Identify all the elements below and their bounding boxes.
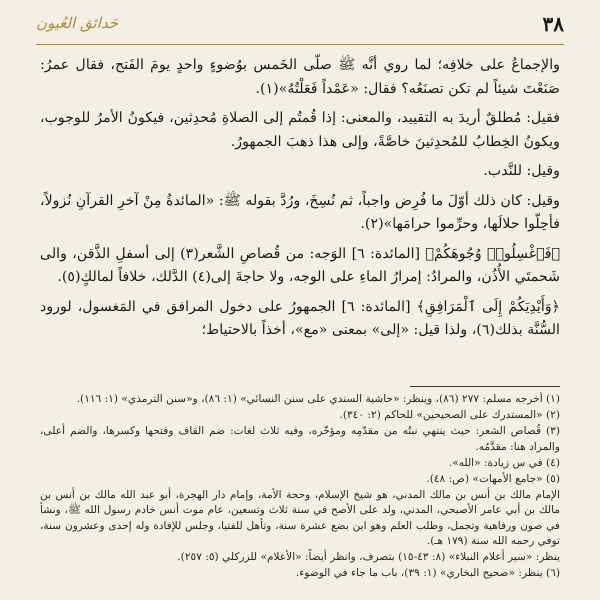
footnote: (٣) قُصاص الشعر: حيث ينتهي نبتُه من مقدّمِه ومؤخّره، وفيه ثلاث لغات: ضم القاف وفتحها وكسرها، والضم أعلى، والمراد هنا: مقدَّمُه. [40, 425, 560, 453]
footnote: (٥) «جامع الأمهات» (ص: ٤٨). [426, 473, 560, 486]
page-number: ٣٨ [542, 12, 564, 36]
main-text [40, 54, 560, 378]
footnotes [40, 392, 560, 597]
footnote: (٢) «المستدرك على الصحيحين» للحاكم (٢: ٣٤٠). [339, 409, 560, 422]
running-title: حَدائق العُيون [36, 14, 119, 32]
footnote: (١) أخرجه مسلم: ٢٧٧ (٨٦)، وينظر: «حاشية السندي على سنن النسائي» (١: ٨٦)، و«سنن الترمذي» (١: ١١٦). [76, 393, 560, 405]
footnote: (٤) في س زيادة: «الله». [448, 456, 560, 469]
page-header [36, 8, 564, 48]
main-paragraph: فقيل: مُطلقٌ أريدَ به التقييد، والمعنى: إذا قُمتُم إلى الصلاةِ مُحدِثين، فيكونُ الأمرُ للوجوب، ويكونُ الخِطابُ للمُحدِثينَ خاصَّةً، وإلى هذا ذهبَ الجمهورُ. [40, 110, 560, 150]
footnote-continuation: ينظر: «سير أعلام النبلاء» (٨: ٤٣-١٥) بتصرف، وانظر أيضاً: «الأعلام» للزركلي (٥: ٢٥٧). [177, 551, 560, 564]
footnote-continuation: الإمام مالك بن أنس بن مالك المدني، هو شيخ الإسلام، وحجة الأمة، وإمام دار الهجرة، أبو عبد الله مالك بن أنس بن مالك بن أبي عامر الأصبحي، المدني، ولد على الأصح في سنة ثلاث وتسعين، عام موت أنس خادم رسول الله ﷺ، ونشأ في صون ورفاهية وتجمل، وطلب العلم وهو ابن بضع عشرة سنة، وتأهل للفتيا، وجلس للإفادة وله إحدى وعشرون سنة، توفي رحمه الله سنة (١٧٩ هـ). [40, 489, 560, 547]
footnote: (٦) ينظر: «صحيح البخاري» (١: ٣٩)، باب ما جاء في الوضوء. [295, 567, 560, 580]
header-divider [36, 44, 564, 45]
main-paragraph: ﴿فَٱغْسِلُوا۟ وُجُوهَكُمْ﴾ [المائدة: ٦] الوَجه: من قُصاصِ الشَّعر(٣) إلى أسفلِ الذَّقن، والى شَحمتَي الأُذُن، والمرادُ: إمرارُ الماءِ على الوجه، ولا حاجةَ إلى(٤) الدَّلك، خلافاً لمالكٍ(٥). [40, 245, 560, 285]
main-paragraph: وقيل: كان ذلك أوّلَ ما فُرِض واجباً، ثم نُسِخَ، ورُدَّ بقوله ﷺ: «المائدةُ مِنْ آخرِ القرآنِ نُزولاً، فأحِلّوا حلالَها، وحرِّموا حرامَها»(٢). [40, 192, 560, 232]
main-paragraph: ﴿وَأَيْدِيَكُمْ إِلَى ٱلْمَرَافِقِ﴾ [المائدة: ٦] الجمهورُ على دخول المرافق في المَغسول، لورود السُّنَّة بذلك(٦)، ولذا قيل: «إلى» بمعنى «مع»، أخذاً بالاحتياط؛ [40, 298, 560, 338]
main-paragraph: والإجماعُ على خلافِه؛ لما روي أنَّه ﷺ صلّى الخَمس بوُضوءٍ واحدٍ يومَ الفَتح، فقال عمرُ: صَنَعْتَ شيئاً لم تكن تصنَعُه؟ فقال: «عَمْداً فَعَلْتُهُ»(١). [40, 57, 560, 97]
main-paragraph: وقيل: للنَّدب. [483, 163, 560, 179]
footnote-divider [410, 386, 560, 387]
